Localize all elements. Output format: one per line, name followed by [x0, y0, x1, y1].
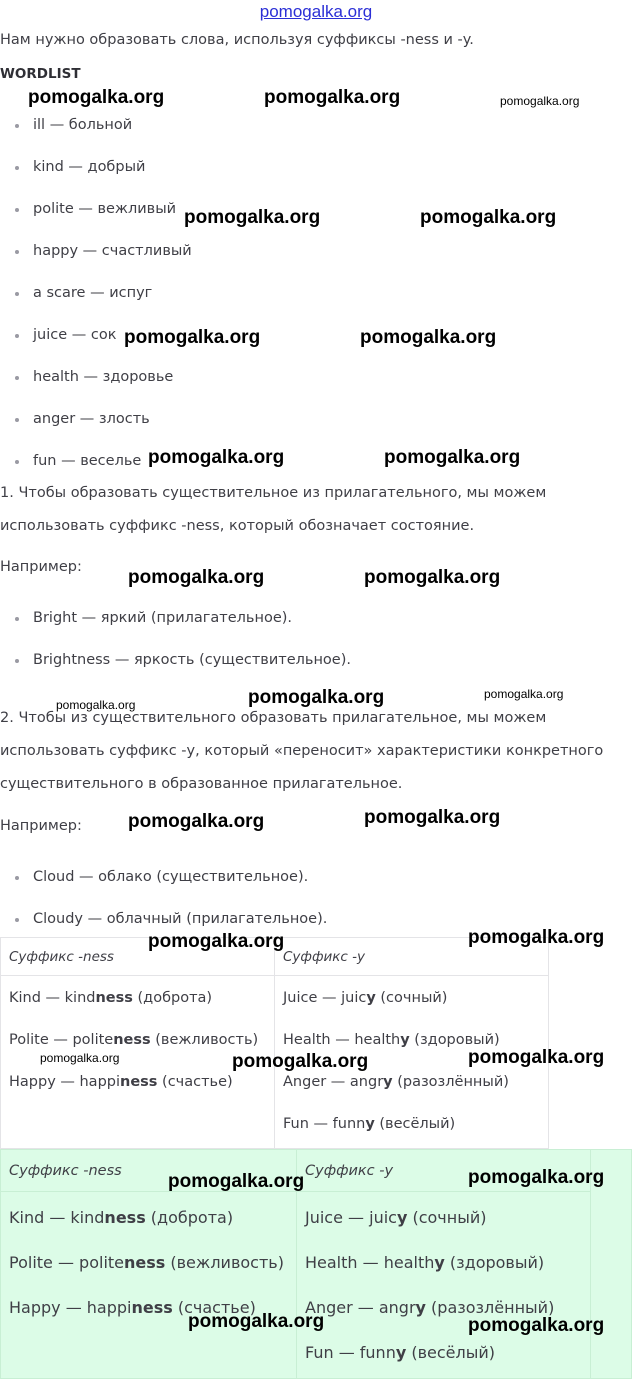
y-column-header: Суффикс -y: [275, 938, 548, 976]
watermark: pomogalka.org: [468, 1167, 605, 1188]
list-item: Cloud — облако (существительное).: [0, 867, 327, 909]
table-cell: Kind — kindness (доброта): [9, 1208, 234, 1227]
table-cell: Anger — angry (разозлённый): [305, 1298, 555, 1317]
ness-column: [1, 938, 275, 1148]
watermark: pomogalka.org: [232, 1051, 369, 1072]
y-column: [275, 938, 548, 1148]
watermark: pomogalka.org: [264, 87, 401, 108]
watermark: pomogalka.org: [484, 687, 564, 701]
table-cell: Happy — happiness (счастье): [9, 1298, 256, 1317]
list-item: juice — сок: [0, 325, 192, 367]
list-item: polite — вежливый: [0, 199, 192, 241]
watermark: pomogalka.org: [40, 1051, 120, 1065]
watermark: pomogalka.org: [168, 1171, 305, 1192]
table-cell: Juice — juicy (сочный): [305, 1208, 487, 1227]
y-column-header: Суффикс -y: [297, 1150, 590, 1192]
table-cell: Happy — happiness (счастье): [9, 1074, 233, 1090]
watermark: pomogalka.org: [148, 931, 285, 952]
table-cell: Health — healthy (здоровый): [305, 1253, 545, 1272]
list-item: anger — злость: [0, 409, 192, 451]
watermark: pomogalka.org: [420, 207, 557, 228]
table-cell: Fun — funny (весёлый): [305, 1343, 496, 1362]
watermark: pomogalka.org: [364, 567, 501, 588]
table-cell: Fun — funny (весёлый): [283, 1116, 456, 1132]
watermark: pomogalka.org: [128, 811, 265, 832]
list-item: fun — веселье: [0, 451, 192, 493]
site-link[interactable]: pomogalka.org: [259, 2, 373, 21]
list-item: a scare — испуг: [0, 283, 192, 325]
list-item: ill — больной: [0, 115, 192, 157]
rule2-text: 2. Чтобы из существительного образовать прилагательное, мы можем использовать суффикс -y, который «переносит» характеристики конкретного существительного в образованное прилагательное.: [0, 710, 604, 792]
watermark: pomogalka.org: [360, 327, 497, 348]
watermark: pomogalka.org: [188, 1311, 325, 1332]
table-cell: Juice — juicy (сочный): [283, 990, 448, 1006]
rule2-example-label: Например:: [0, 818, 82, 834]
table-cell: Health — healthy (здоровый): [283, 1032, 500, 1048]
intro-text: Нам нужно образовать слова, используя суффиксы -ness и -y.: [0, 32, 474, 48]
watermark: pomogalka.org: [468, 1047, 605, 1068]
watermark: pomogalka.org: [184, 207, 321, 228]
watermark: pomogalka.org: [128, 567, 265, 588]
list-item: happy — счастливый: [0, 241, 192, 283]
watermark: pomogalka.org: [468, 927, 605, 948]
watermark: pomogalka.org: [468, 1315, 605, 1336]
watermark: pomogalka.org: [384, 447, 521, 468]
rule1-example-label: Например:: [0, 559, 82, 575]
table-cell: Polite — politeness (вежливость): [9, 1032, 259, 1048]
list-item: Brightness — яркость (существительное).: [0, 650, 351, 692]
watermark: pomogalka.org: [248, 687, 385, 708]
list-item: health — здоровье: [0, 367, 192, 409]
watermark: pomogalka.org: [364, 807, 501, 828]
wordlist-heading: WORDLIST: [0, 66, 81, 82]
list-item: Cloudy — облачный (прилагательное).: [0, 909, 327, 951]
watermark: pomogalka.org: [500, 94, 580, 108]
suffix-table: [0, 937, 549, 1149]
watermark: pomogalka.org: [148, 447, 285, 468]
watermark: pomogalka.org: [56, 698, 136, 712]
table-cell: Polite — politeness (вежливость): [9, 1253, 284, 1272]
ness-column-header: Суффикс -ness: [1, 1150, 296, 1192]
table-cell: Kind — kindness (доброта): [9, 990, 213, 1006]
wordlist: [0, 115, 192, 493]
ness-column-header: Суффикс -ness: [1, 938, 274, 976]
table-cell: Anger — angry (разозлённый): [283, 1074, 509, 1090]
rule1-text: 1. Чтобы образовать существительное из прилагательного, мы можем использовать суффикс -ness, который обозначает состояние.: [0, 485, 547, 534]
watermark: pomogalka.org: [28, 87, 165, 108]
list-item: kind — добрый: [0, 157, 192, 199]
list-item: Bright — яркий (прилагательное).: [0, 608, 351, 650]
rule1-examples: [0, 608, 351, 692]
watermark: pomogalka.org: [124, 327, 261, 348]
